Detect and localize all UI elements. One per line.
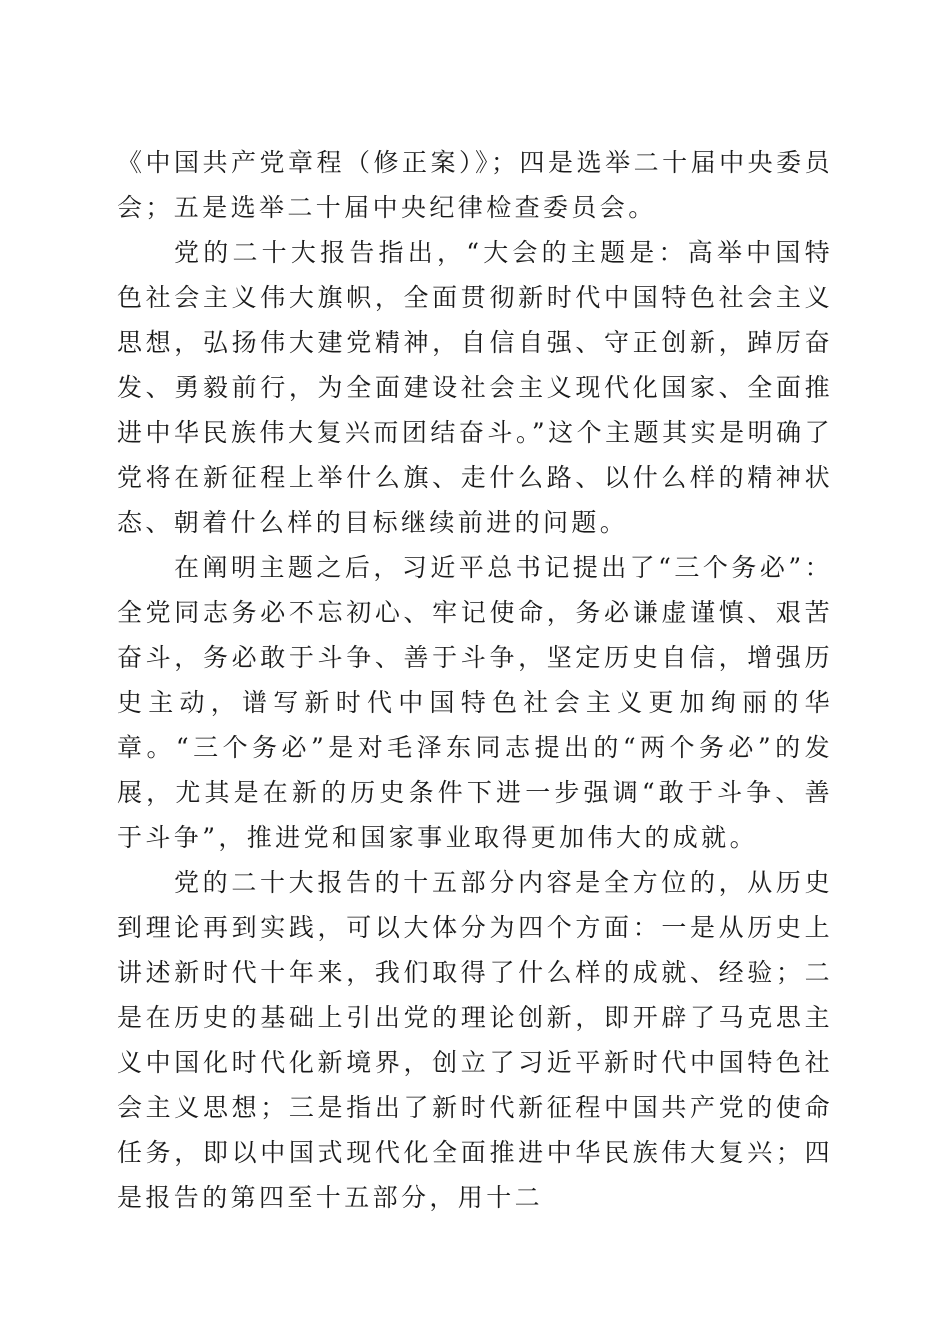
paragraph-congress-theme: 党的二十大报告指出，“大会的主题是：高举中国特色社会主义伟大旗帜，全面贯彻新时代中国特色社会主义思想，弘扬伟大建党精神，自信自强、守正创新，踔厉奋发、勇毅前行，为全面建设社会主义现代化国家、全面推进中华民族伟大复兴而团结奋斗。”这个主题其实是明确了党将在新征程上举什么旗、走什么路、以什么样的精神状态、朝着什么样的目标继续前进的问题。 [117, 238, 833, 537]
document-body [117, 140, 833, 1220]
paragraph-three-musts: 在阐明主题之后，习近平总书记提出了“三个务必”：全党同志务必不忘初心、牢记使命，务必谦虚谨慎、艰苦奋斗，务必敢于斗争、善于斗争，坚定历史自信，增强历史主动，谱写新时代中国特色社会主义更加绚丽的华章。“三个务必”是对毛泽东同志提出的“两个务必”的发展，尤其是在新的历史条件下进一步强调“敢于斗争、善于斗争”，推进党和国家事业取得更加伟大的成就。 [117, 553, 833, 852]
paragraph-report-structure: 党的二十大报告的十五部分内容是全方位的，从历史到理论再到实践，可以大体分为四个方面：一是从历史上讲述新时代十年来，我们取得了什么样的成就、经验；二是在历史的基础上引出党的理论创新，即开辟了马克思主义中国化时代化新境界，创立了习近平新时代中国特色社会主义思想；三是指出了新时代新征程中国共产党的使命任务，即以中国式现代化全面推进中华民族伟大复兴；四是报告的第四至十五部分，用十二 [117, 868, 833, 1212]
paragraph-continued: 《中国共产党章程（修正案）》；四是选举二十届中央委员会；五是选举二十届中央纪律检查委员会。 [117, 148, 833, 222]
